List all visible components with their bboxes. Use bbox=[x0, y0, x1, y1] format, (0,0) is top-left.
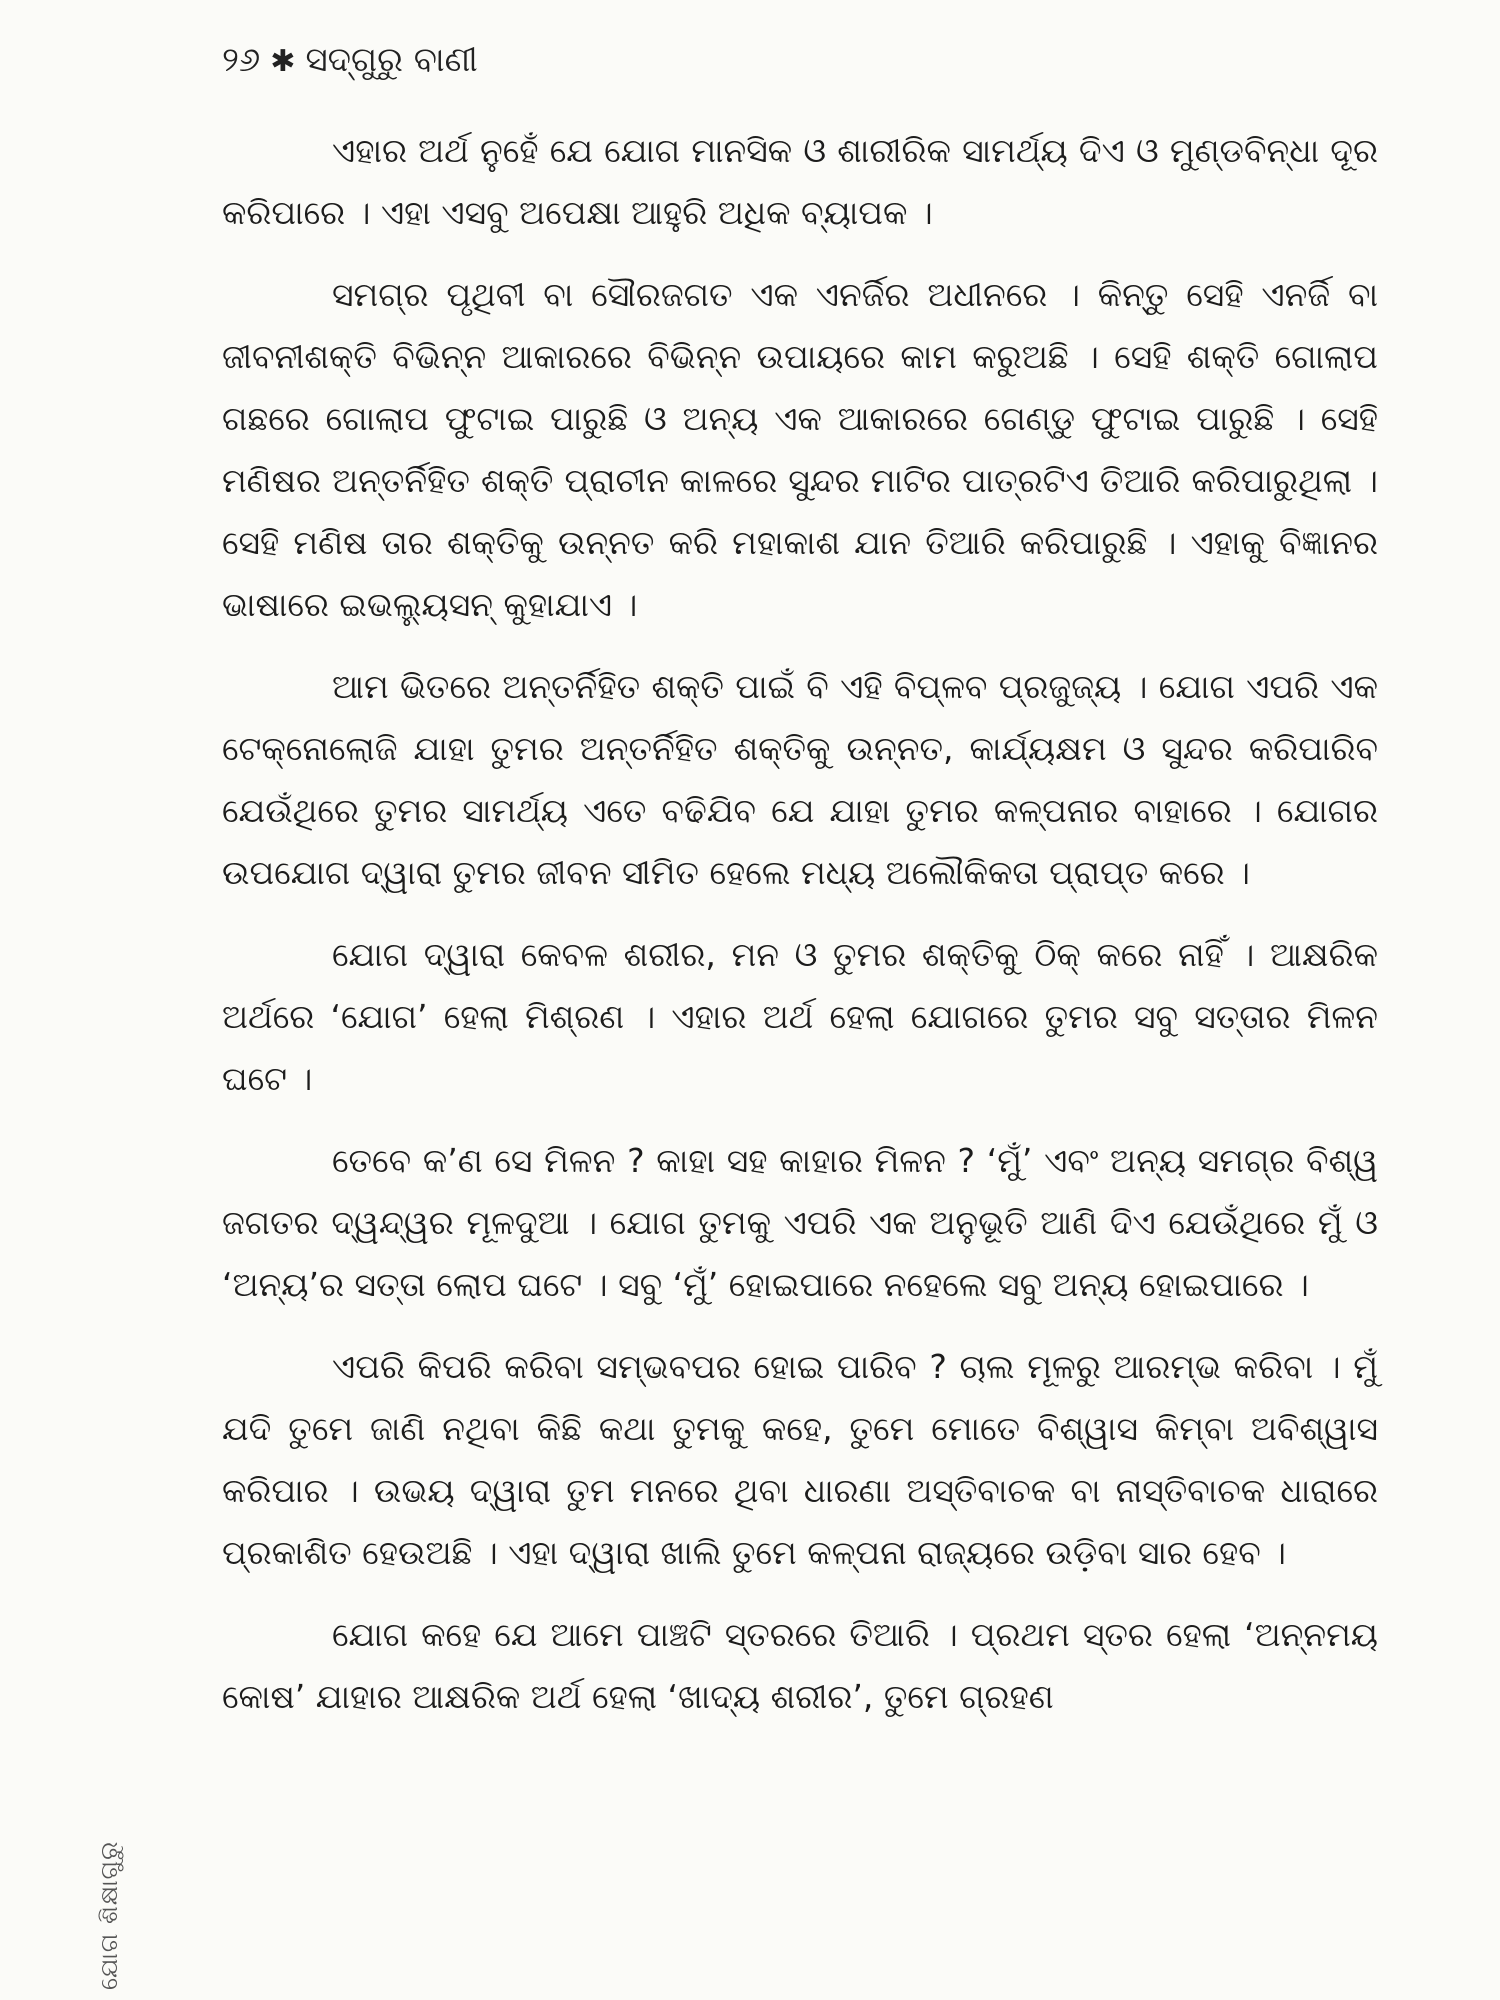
book-title: ସଦ୍‌ଗୁରୁ ବାଣୀ bbox=[305, 40, 478, 80]
margin-stamp: ଯୋଗ ଶିକ୍ଷାଗୁରୁ bbox=[95, 1840, 123, 1990]
running-header bbox=[222, 38, 478, 84]
paragraph: ଏହାର ଅର୍ଥ ନୁହେଁ ଯେ ଯୋଗ ମାନସିକ ଓ ଶାରୀରିକ ସାମର୍ଥ୍ୟ ଦିଏ ଓ ମୁଣ୍ଡବିନ୍ଧା ଦୂର କରିପାରେ । ଏହା ଏସବୁ ଅପେକ୍ଷା ଆହୁରି ଅଧିକ ବ୍ୟାପକ । bbox=[222, 131, 1378, 232]
paragraph: ଯୋଗ କହେ ଯେ ଆମେ ପାଞ୍ଚଟି ସ୍ତରରେ ତିଆରି । ପ୍ରଥମ ସ୍ତର ହେଲା ‘ଅନ୍ନମୟ କୋଷ’ ଯାହାର ଆକ୍ଷରିକ ଅର୍ଥ ହେଲା ‘ଖାଦ୍ୟ ଶରୀର’, ତୁମେ ଗ୍ରହଣ bbox=[222, 1615, 1378, 1716]
asterisk-icon: ✱ bbox=[270, 44, 296, 79]
page-number: ୨୬ bbox=[222, 40, 261, 80]
paragraph: ତେବେ କ’ଣ ସେ ମିଳନ ? କାହା ସହ କାହାର ମିଳନ ? ‘ମୁଁ’ ଏବଂ ଅନ୍ୟ ସମଗ୍ର ବିଶ୍ୱ ଜଗତର ଦ୍ୱନ୍ଦ୍ୱର ମୂଳଦୁଆ । ଯୋଗ ତୁମକୁ ଏପରି ଏକ ଅନୁଭୂତି ଆଣି ଦିଏ ଯେଉଁଥିରେ ମୁଁ ଓ ‘ଅନ୍ୟ’ର ସତ୍ତା ଲୋପ ଘଟେ । ସବୁ ‘ମୁଁ’ ହୋଇପାରେ ନହେଲେ ସବୁ ଅନ୍ୟ ହୋଇପାରେ । bbox=[222, 1141, 1378, 1304]
body-text bbox=[222, 120, 1378, 1728]
paragraph: ଆମ ଭିତରେ ଅନ୍ତର୍ନିହିତ ଶକ୍ତି ପାଇଁ ବି ଏହି ବିପ୍ଳବ ପ୍ରଜୁଜ୍ୟ । ଯୋଗ ଏପରି ଏକ ଟେକ୍‌ନୋଲୋଜି ଯାହା ତୁମର ଅନ୍ତର୍ନିହିତ ଶକ୍ତିକୁ ଉନ୍ନତ, କାର୍ଯ୍ୟକ୍ଷମ ଓ ସୁନ୍ଦର କରିପାରିବ ଯେଉଁଥିରେ ତୁମର ସାମର୍ଥ୍ୟ ଏତେ ବଢିଯିବ ଯେ ଯାହା ତୁମର କଳ୍ପନାର ବାହାରେ । ଯୋଗର ଉପଯୋଗ ଦ୍ୱାରା ତୁମର ଜୀବନ ସୀମିତ ହେଲେ ମଧ୍ୟ ଅଲୌକିକତା ପ୍ରାପ୍ତ କରେ । bbox=[222, 667, 1378, 892]
paragraph: ସମଗ୍ର ପୃଥିବୀ ବା ସୌରଜଗତ ଏକ ଏନର୍ଜିର ଅଧୀନରେ । କିନ୍ତୁ ସେହି ଏନର୍ଜି ବା ଜୀବନୀଶକ୍ତି ବିଭିନ୍ନ ଆକାରରେ ବିଭିନ୍ନ ଉପାୟରେ କାମ କରୁଅଛି । ସେହି ଶକ୍ତି ଗୋଲାପ ଗଛରେ ଗୋଲାପ ଫୁଟାଇ ପାରୁଛି ଓ ଅନ୍ୟ ଏକ ଆକାରରେ ଗେଣ୍ଡୁ ଫୁଟାଇ ପାରୁଛି । ସେହି ମଣିଷର ଅନ୍ତର୍ନିହିତ ଶକ୍ତି ପ୍ରାଚୀନ କାଳରେ ସୁନ୍ଦର ମାଟିର ପାତ୍ରଟିଏ ତିଆରି କରିପାରୁଥିଲା । ସେହି ମଣିଷ ତାର ଶକ୍ତିକୁ ଉନ୍ନତ କରି ମହାକାଶ ଯାନ ତିଆରି କରିପାରୁଛି । ଏହାକୁ ବିଜ୍ଞାନର ଭାଷାରେ ଇଭଲ୍ୟୁସନ୍ କୁହାଯାଏ । bbox=[222, 275, 1378, 624]
paragraph: ଯୋଗ ଦ୍ୱାରା କେବଳ ଶରୀର, ମନ ଓ ତୁମର ଶକ୍ତିକୁ ଠିକ୍ କରେ ନାହିଁ । ଆକ୍ଷରିକ ଅର୍ଥରେ ‘ଯୋଗ’ ହେଲା ମିଶ୍ରଣ । ଏହାର ଅର୍ଥ ହେଲା ଯୋଗରେ ତୁମର ସବୁ ସତ୍ତାର ମିଳନ ଘଟେ । bbox=[222, 935, 1378, 1098]
paragraph: ଏପରି କିପରି କରିବା ସମ୍ଭବପର ହୋଇ ପାରିବ ? ଚାଲ ମୂଳରୁ ଆରମ୍ଭ କରିବା । ମୁଁ ଯଦି ତୁମେ ଜାଣି ନଥିବା କିଛି କଥା ତୁମକୁ କହେ, ତୁମେ ମୋତେ ବିଶ୍ୱାସ କିମ୍ବା ଅବିଶ୍ୱାସ କରିପାର । ଉଭୟ ଦ୍ୱାରା ତୁମ ମନରେ ଥିବା ଧାରଣା ଅସ୍ତିବାଚକ ବା ନାସ୍ତିବାଚକ ଧାରାରେ ପ୍ରକାଶିତ ହେଉଅଛି । ଏହା ଦ୍ୱାରା ଖାଲି ତୁମେ କଳ୍ପନା ରାଜ୍ୟରେ ଉଡ଼ିବା ସାର ହେବ । bbox=[222, 1347, 1378, 1572]
